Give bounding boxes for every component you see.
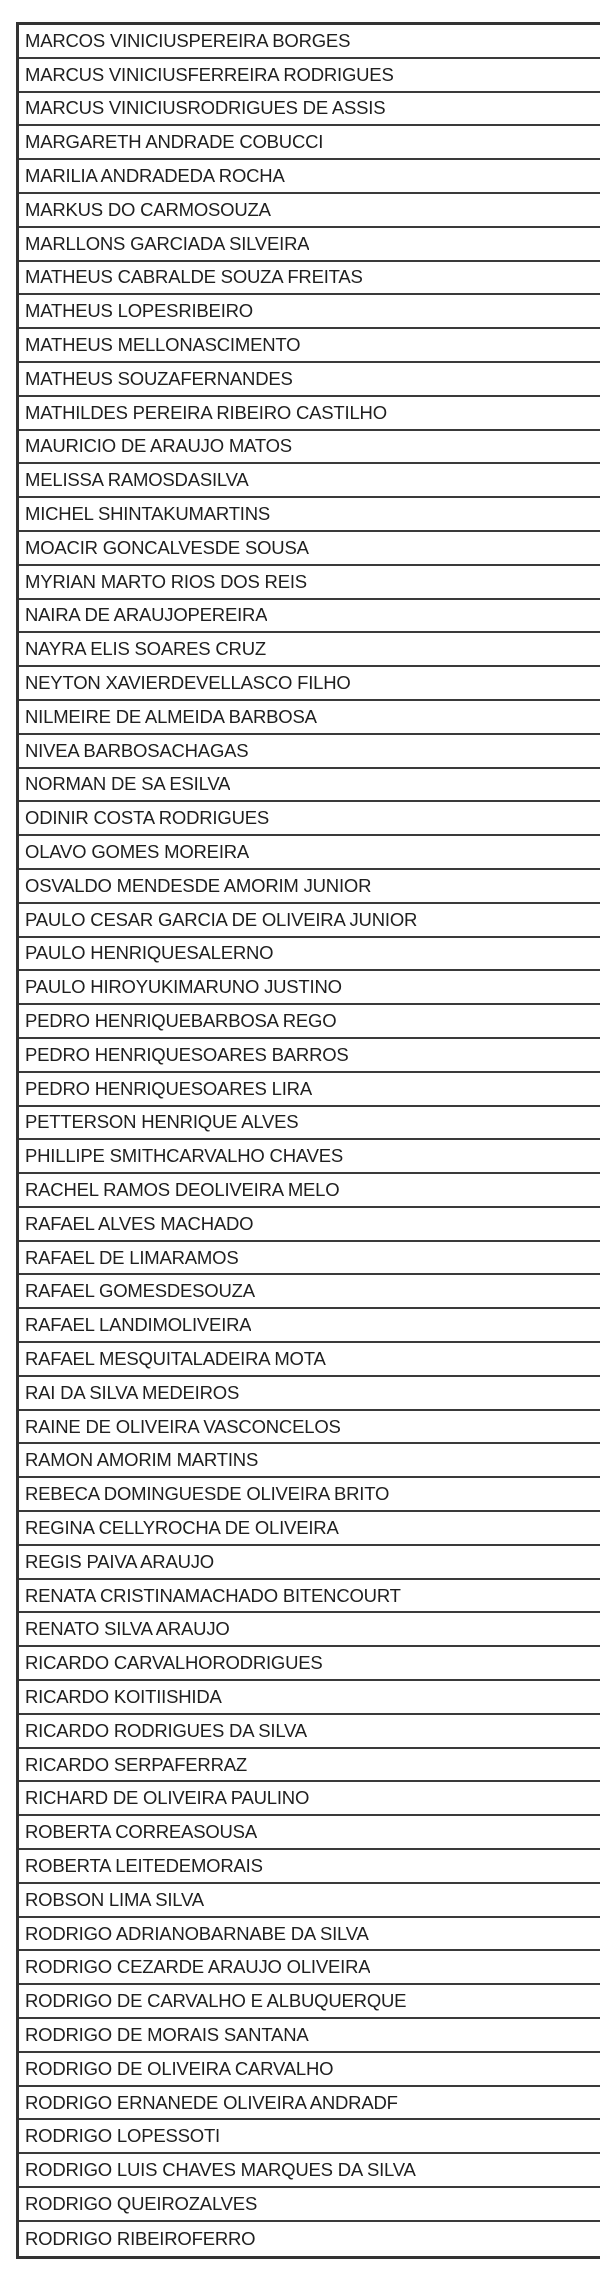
table-row bbox=[19, 2120, 600, 2154]
table-row bbox=[19, 1174, 600, 1208]
names-table bbox=[16, 22, 600, 2259]
person-name: RAINE DE OLIVEIRA VASCONCELOS bbox=[25, 1415, 341, 1437]
person-name: RICHARD DE OLIVEIRA PAULINO bbox=[25, 1787, 310, 1809]
person-name: RAI DA SILVA MEDEIROS bbox=[25, 1381, 240, 1403]
table-row bbox=[19, 1580, 600, 1614]
person-name: RAFAEL LANDIMOLIVEIRA bbox=[25, 1314, 252, 1336]
table-row bbox=[19, 1242, 600, 1276]
table-row bbox=[19, 735, 600, 769]
table-row bbox=[19, 431, 600, 465]
table-row bbox=[19, 1951, 600, 1985]
person-name: RENATO SILVA ARAUJO bbox=[25, 1618, 230, 1640]
person-name: MATHEUS SOUZAFERNANDES bbox=[25, 367, 293, 389]
person-name: MOACIR GONCALVESDE SOUSA bbox=[25, 536, 309, 558]
table-row bbox=[19, 329, 600, 363]
person-name: MARILIA ANDRADEDA ROCHA bbox=[25, 165, 285, 187]
table-row bbox=[19, 262, 600, 296]
table-row bbox=[19, 769, 600, 803]
person-name: MICHEL SHINTAKUMARTINS bbox=[25, 503, 271, 525]
person-name: PAULO HENRIQUESALERNO bbox=[25, 942, 274, 964]
person-name: RENATA CRISTINAMACHADO BITENCOURT bbox=[25, 1584, 401, 1606]
table-row bbox=[19, 1850, 600, 1884]
person-name: RICARDO RODRIGUES DA SILVA bbox=[25, 1719, 307, 1741]
table-row bbox=[19, 2188, 600, 2222]
person-name: MARLLONS GARCIADA SILVEIRA bbox=[25, 232, 310, 254]
person-name: RODRIGO ERNANEDE OLIVEIRA ANDRADF bbox=[25, 2091, 398, 2113]
table-row bbox=[19, 363, 600, 397]
person-name: MATHEUS MELLONASCIMENTO bbox=[25, 334, 301, 356]
person-name: RICARDO SERPAFERRAZ bbox=[25, 1753, 247, 1775]
person-name: NEYTON XAVIERDEVELLASCO FILHO bbox=[25, 672, 351, 694]
table-row bbox=[19, 566, 600, 600]
person-name: ROBERTA CORREASOUSA bbox=[25, 1821, 257, 1843]
table-row bbox=[19, 93, 600, 127]
person-name: NILMEIRE DE ALMEIDA BARBOSA bbox=[25, 705, 317, 727]
person-name: MELISSA RAMOSDASILVA bbox=[25, 469, 249, 491]
table-row bbox=[19, 2154, 600, 2188]
table-row bbox=[19, 600, 600, 634]
table-row bbox=[19, 1715, 600, 1749]
person-name: MYRIAN MARTO RIOS DOS REIS bbox=[25, 570, 307, 592]
person-name: RACHEL RAMOS DEOLIVEIRA MELO bbox=[25, 1178, 340, 1200]
person-name: ODINIR COSTA RODRIGUES bbox=[25, 807, 270, 829]
person-name: MATHILDES PEREIRA RIBEIRO CASTILHO bbox=[25, 401, 387, 423]
table-row bbox=[19, 1140, 600, 1174]
person-name: MATHEUS CABRALDE SOUZA FREITAS bbox=[25, 266, 363, 288]
person-name: OLAVO GOMES MOREIRA bbox=[25, 841, 250, 863]
table-row bbox=[19, 802, 600, 836]
person-name: RODRIGO LUIS CHAVES MARQUES DA SILVA bbox=[25, 2159, 416, 2181]
person-name: REGINA CELLYROCHA DE OLIVEIRA bbox=[25, 1516, 339, 1538]
person-name: PEDRO HENRIQUESOARES LIRA bbox=[25, 1077, 312, 1099]
table-row bbox=[19, 1681, 600, 1715]
table-row bbox=[19, 532, 600, 566]
person-name: RAFAEL DE LIMARAMOS bbox=[25, 1246, 239, 1268]
person-name: RODRIGO DE MORAIS SANTANA bbox=[25, 2023, 309, 2045]
table-row bbox=[19, 1647, 600, 1681]
table-row bbox=[19, 1782, 600, 1816]
table-row bbox=[19, 1478, 600, 1512]
table-row bbox=[19, 1884, 600, 1918]
person-name: NIVEA BARBOSACHAGAS bbox=[25, 739, 249, 761]
table-row bbox=[19, 228, 600, 262]
person-name: RAFAEL ALVES MACHADO bbox=[25, 1212, 254, 1234]
table-row bbox=[19, 498, 600, 532]
person-name: NAIRA DE ARAUJOPEREIRA bbox=[25, 604, 268, 626]
table-row bbox=[19, 1512, 600, 1546]
table-row bbox=[19, 1411, 600, 1445]
table-row bbox=[19, 870, 600, 904]
person-name: ROBERTA LEITEDEMORAIS bbox=[25, 1854, 263, 1876]
table-row bbox=[19, 1444, 600, 1478]
person-name: PETTERSON HENRIQUE ALVES bbox=[25, 1111, 299, 1133]
table-row bbox=[19, 194, 600, 228]
table-row bbox=[19, 126, 600, 160]
table-row bbox=[19, 1005, 600, 1039]
table-row bbox=[19, 1546, 600, 1580]
person-name: PAULO HIROYUKIMARUNO JUSTINO bbox=[25, 976, 342, 998]
table-row bbox=[19, 1275, 600, 1309]
table-row bbox=[19, 1816, 600, 1850]
person-name: PEDRO HENRIQUEBARBOSA REGO bbox=[25, 1010, 337, 1031]
table-row bbox=[19, 59, 600, 93]
table-row bbox=[19, 160, 600, 194]
table-row bbox=[19, 2019, 600, 2053]
person-name: RODRIGO ADRIANOBARNABE DA SILVA bbox=[25, 1922, 369, 1944]
table-row bbox=[19, 2087, 600, 2121]
person-name: RICARDO KOITIISHIDA bbox=[25, 1685, 222, 1707]
person-name: MATHEUS LOPESRIBEIRO bbox=[25, 300, 253, 322]
table-row bbox=[19, 295, 600, 329]
table-row bbox=[19, 1208, 600, 1242]
person-name: PEDRO HENRIQUESOARES BARROS bbox=[25, 1043, 349, 1065]
person-name: RODRIGO QUEIROZALVES bbox=[25, 2192, 258, 2214]
table-row bbox=[19, 25, 600, 59]
person-name: RAMON AMORIM MARTINS bbox=[25, 1449, 259, 1471]
person-name: OSVALDO MENDESDE AMORIM JUNIOR bbox=[25, 874, 372, 896]
person-name: RODRIGO LOPESSOTI bbox=[25, 2125, 220, 2147]
table-row bbox=[19, 1749, 600, 1783]
person-name: MARGARETH ANDRADE COBUCCI bbox=[25, 131, 324, 153]
person-name: MARKUS DO CARMOSOUZA bbox=[25, 198, 271, 220]
person-name: PHILLIPE SMITHCARVALHO CHAVES bbox=[25, 1145, 344, 1167]
table-row bbox=[19, 633, 600, 667]
person-name: RODRIGO RIBEIROFERRO bbox=[25, 2227, 256, 2249]
person-name: REGIS PAIVA ARAUJO bbox=[25, 1550, 214, 1572]
table-row bbox=[19, 1309, 600, 1343]
table-row bbox=[19, 397, 600, 431]
person-name: RICARDO CARVALHORODRIGUES bbox=[25, 1652, 323, 1674]
person-name: NORMAN DE SA ESILVA bbox=[25, 773, 231, 795]
table-row bbox=[19, 2222, 600, 2256]
person-name: MARCOS VINICIUSPEREIRA BORGES bbox=[25, 29, 351, 51]
table-row bbox=[19, 701, 600, 735]
table-row bbox=[19, 938, 600, 972]
table-rows bbox=[19, 25, 600, 2256]
person-name: MARCUS VINICIUSRODRIGUES DE ASSIS bbox=[25, 97, 386, 119]
table-row bbox=[19, 1985, 600, 2019]
table-row bbox=[19, 667, 600, 701]
person-name: NAYRA ELIS SOARES CRUZ bbox=[25, 638, 266, 660]
person-name: RODRIGO CEZARDE ARAUJO OLIVEIRA bbox=[25, 1956, 371, 1978]
table-row bbox=[19, 1377, 600, 1411]
table-row bbox=[19, 1918, 600, 1952]
table-row bbox=[19, 1073, 600, 1107]
table-row bbox=[19, 2053, 600, 2087]
table-row bbox=[19, 971, 600, 1005]
person-name: REBECA DOMINGUESDE OLIVEIRA BRITO bbox=[25, 1483, 390, 1505]
person-name: MARCUS VINICIUSFERREIRA RODRIGUES bbox=[25, 63, 394, 85]
person-name: RAFAEL GOMESDESOUZA bbox=[25, 1280, 255, 1302]
person-name: RODRIGO DE OLIVEIRA CARVALHO bbox=[25, 2057, 334, 2079]
table-row bbox=[19, 464, 600, 498]
table-row bbox=[19, 1107, 600, 1141]
person-name: RAFAEL MESQUITALADEIRA MOTA bbox=[25, 1347, 326, 1369]
table-row bbox=[19, 836, 600, 870]
person-name: MAURICIO DE ARAUJO MATOS bbox=[25, 435, 292, 457]
table-row bbox=[19, 904, 600, 938]
person-name: ROBSON LIMA SILVA bbox=[25, 1888, 204, 1910]
person-name: RODRIGO DE CARVALHO E ALBUQUERQUE bbox=[25, 1990, 407, 2012]
person-name: PAULO CESAR GARCIA DE OLIVEIRA JUNIOR bbox=[25, 908, 418, 930]
table-row bbox=[19, 1039, 600, 1073]
table-row bbox=[19, 1343, 600, 1377]
table-row bbox=[19, 1613, 600, 1647]
